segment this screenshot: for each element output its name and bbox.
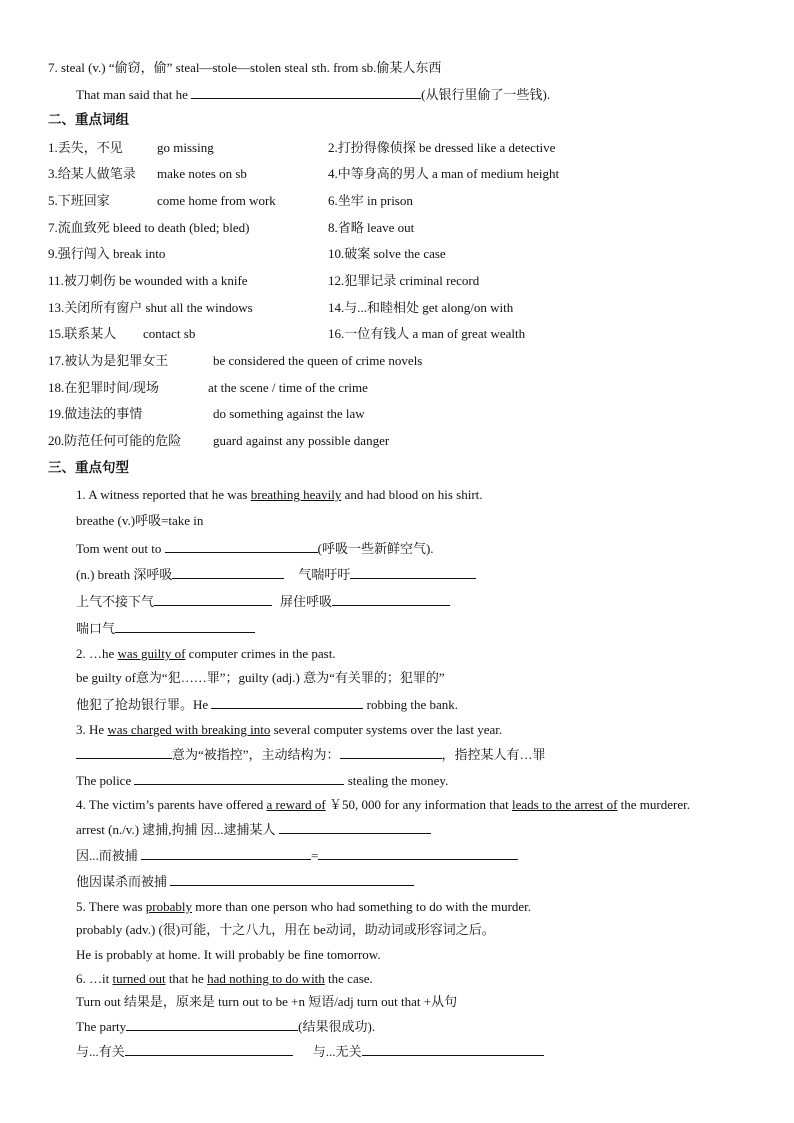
key-phrase: was guilty of bbox=[117, 646, 186, 661]
sentence-text: 5. There was bbox=[76, 899, 146, 914]
key-phrase: breathing heavily bbox=[250, 487, 342, 502]
answer-blank[interactable] bbox=[170, 873, 414, 886]
prompt-text: 因...而被捕 bbox=[76, 848, 142, 863]
phrase-en: come home from work bbox=[157, 193, 276, 208]
answer-blank[interactable] bbox=[191, 86, 421, 99]
phrase-item: 7.流血致死 bleed to death (bled; bled) bbox=[48, 220, 250, 235]
equals-sign: = bbox=[311, 848, 319, 863]
sentence-text: 他犯了抢劫银行罪。He bbox=[76, 697, 212, 712]
key-phrase: was charged with breaking into bbox=[107, 722, 271, 737]
sentence-text: 6. …it bbox=[76, 971, 113, 986]
prompt-text: 与...有关 bbox=[76, 1044, 125, 1059]
answer-blank[interactable] bbox=[126, 1018, 298, 1031]
example-sentence-4 bbox=[76, 797, 690, 813]
sentence-text: The party bbox=[76, 1019, 127, 1034]
phrase-cn: 19.做违法的事情 bbox=[48, 406, 143, 421]
answer-blank[interactable] bbox=[340, 746, 442, 759]
section-heading-sentences: 三、重点句型 bbox=[48, 460, 129, 476]
usage-example: He is probably at home. It will probably be fine tomorrow. bbox=[76, 947, 381, 962]
usage-note bbox=[76, 746, 546, 763]
sentence-text: computer crimes in the past. bbox=[185, 646, 336, 661]
sentence-text: the case. bbox=[324, 971, 373, 986]
note-text: ，指控某人有…罪 bbox=[441, 747, 546, 762]
phrase-en: do something against the law bbox=[213, 406, 365, 421]
answer-blank[interactable] bbox=[165, 540, 318, 553]
answer-blank[interactable] bbox=[350, 566, 476, 579]
exercise-line bbox=[76, 540, 434, 557]
prompt-text: 喘口气 bbox=[76, 621, 116, 636]
phrase-item: 4.中等身高的男人 a man of medium height bbox=[328, 166, 560, 181]
exercise-line bbox=[76, 696, 458, 713]
phrase-cn: 3.给某人做笔录 bbox=[48, 166, 136, 181]
example-sentence-6 bbox=[76, 971, 373, 987]
phrase-item: 9.强行闯入 break into bbox=[48, 246, 166, 261]
sentence-text: several computer systems over the last year. bbox=[270, 722, 503, 737]
fill-sentence bbox=[76, 86, 550, 103]
example-sentence-3 bbox=[76, 722, 502, 738]
exercise-line bbox=[76, 772, 448, 789]
answer-blank[interactable] bbox=[76, 746, 172, 759]
sentence-text: Tom went out to bbox=[76, 541, 165, 556]
prompt-text: 上气不接下气 bbox=[76, 594, 155, 609]
prompt-text: 他因谋杀而被捕 bbox=[76, 874, 171, 889]
sentence-text: stealing the money. bbox=[344, 773, 449, 788]
phrase-item: 8.省略 leave out bbox=[328, 220, 415, 235]
phrase-item: 2.打扮得像侦探 be dressed like a detective bbox=[328, 140, 556, 155]
phrase-cn: 1.丢失，不见 bbox=[48, 140, 123, 155]
note-text: 意为“被指控”，主动结构为： bbox=[172, 747, 340, 762]
key-phrase: probably bbox=[145, 899, 193, 914]
sentence-text: 2. …he bbox=[76, 646, 118, 661]
prompt-text: 气喘吁吁 bbox=[298, 567, 351, 582]
phrase-en: go missing bbox=[157, 140, 214, 155]
sentence-text: 1. A witness reported that he was bbox=[76, 487, 251, 502]
answer-blank[interactable] bbox=[279, 821, 431, 834]
prompt-text: (n.) breath 深呼吸 bbox=[76, 567, 173, 582]
answer-blank[interactable] bbox=[154, 593, 272, 606]
answer-blank[interactable] bbox=[332, 593, 450, 606]
prompt-text: 屏住呼吸 bbox=[280, 594, 333, 609]
sentence-text: 3. He bbox=[76, 722, 108, 737]
usage-note bbox=[76, 821, 431, 838]
sentence-text: and had blood on his shirt. bbox=[341, 487, 483, 502]
example-sentence-5 bbox=[76, 899, 531, 915]
phrase-cn: 15.联系某人 bbox=[48, 326, 117, 341]
phrase-item: 11.被刀刺伤 be wounded with a knife bbox=[48, 273, 248, 288]
key-phrase: leads to the arrest of bbox=[512, 797, 618, 812]
exercise-line bbox=[76, 1018, 375, 1035]
answer-blank[interactable] bbox=[318, 847, 518, 860]
sentence-hint: (结果很成功). bbox=[298, 1019, 376, 1034]
phrase-cn: 17.被认为是犯罪女王 bbox=[48, 353, 169, 368]
usage-note: be guilty of意为“犯……罪”；guilty (adj.) 意为“有关罪的；犯罪的” bbox=[76, 670, 445, 685]
exercise-line bbox=[76, 1043, 544, 1060]
answer-blank[interactable] bbox=[211, 696, 363, 709]
exercise-line bbox=[76, 620, 255, 637]
answer-blank[interactable] bbox=[172, 566, 284, 579]
phrase-en: guard against any possible danger bbox=[213, 433, 390, 448]
usage-note: breathe (v.)呼吸=take in bbox=[76, 513, 204, 528]
note-text: arrest (n./v.) 逮捕,拘捕 因...逮捕某人 bbox=[76, 822, 279, 837]
key-phrase: had nothing to do with bbox=[207, 971, 325, 986]
phrase-item: 14.与...和睦相处 get along/on with bbox=[328, 300, 514, 315]
phrase-en: make notes on sb bbox=[157, 166, 247, 181]
sentence-hint: (从银行里偷了一些钱). bbox=[421, 87, 551, 102]
sentence-text: The police bbox=[76, 773, 135, 788]
section-heading-phrases: 二、重点词组 bbox=[48, 112, 129, 128]
phrase-item: 12.犯罪记录 criminal record bbox=[328, 273, 480, 288]
exercise-line bbox=[76, 566, 476, 583]
vocab-item-7: 7. steal (v.) “偷窃，偷” steal—stole—stolen steal sth. from sb.偷某人东西 bbox=[48, 60, 442, 75]
phrase-en: contact sb bbox=[143, 326, 196, 341]
sentence-text: the murderer. bbox=[617, 797, 690, 812]
sentence-hint: (呼吸一些新鲜空气). bbox=[317, 541, 434, 556]
phrase-item: 6.坐牢 in prison bbox=[328, 193, 413, 208]
sentence-text: robbing the bank. bbox=[363, 697, 459, 712]
phrase-cn: 5.下班回家 bbox=[48, 193, 110, 208]
example-sentence-1 bbox=[76, 487, 483, 503]
exercise-line bbox=[76, 873, 414, 890]
exercise-line bbox=[76, 847, 518, 864]
usage-note: probably (adv.) (很)可能，十之八九，用在 be动词，助动词或形容词之后。 bbox=[76, 922, 495, 937]
phrase-item: 16.一位有钱人 a man of great wealth bbox=[328, 326, 526, 341]
phrase-item: 13.关闭所有窗户 shut all the windows bbox=[48, 300, 253, 315]
answer-blank[interactable] bbox=[362, 1043, 544, 1056]
key-phrase: a reward of bbox=[266, 797, 326, 812]
answer-blank[interactable] bbox=[134, 772, 344, 785]
usage-note: Turn out 结果是，原来是 turn out to be +n 短语/adj turn out that +从句 bbox=[76, 994, 458, 1009]
phrase-cn: 20.防范任何可能的危险 bbox=[48, 433, 182, 448]
phrase-cn: 18.在犯罪时间/现场 bbox=[48, 380, 159, 395]
answer-blank[interactable] bbox=[141, 847, 311, 860]
key-phrase: turned out bbox=[112, 971, 166, 986]
answer-blank[interactable] bbox=[115, 620, 255, 633]
phrase-en: at the scene / time of the crime bbox=[208, 380, 368, 395]
sentence-text: ￥50, 000 for any information that bbox=[325, 797, 512, 812]
answer-blank[interactable] bbox=[125, 1043, 293, 1056]
sentence-text: that he bbox=[165, 971, 208, 986]
phrase-en: be considered the queen of crime novels bbox=[213, 353, 423, 368]
sentence-text: 4. The victim’s parents have offered bbox=[76, 797, 267, 812]
prompt-text: 与...无关 bbox=[312, 1044, 362, 1059]
example-sentence-2 bbox=[76, 646, 336, 662]
sentence-text: more than one person who had something to do with the murder. bbox=[192, 899, 532, 914]
phrase-item: 10.破案 solve the case bbox=[328, 246, 446, 261]
exercise-line bbox=[76, 593, 450, 610]
sentence-text: That man said that he bbox=[76, 87, 192, 102]
phrase-item bbox=[48, 140, 123, 156]
